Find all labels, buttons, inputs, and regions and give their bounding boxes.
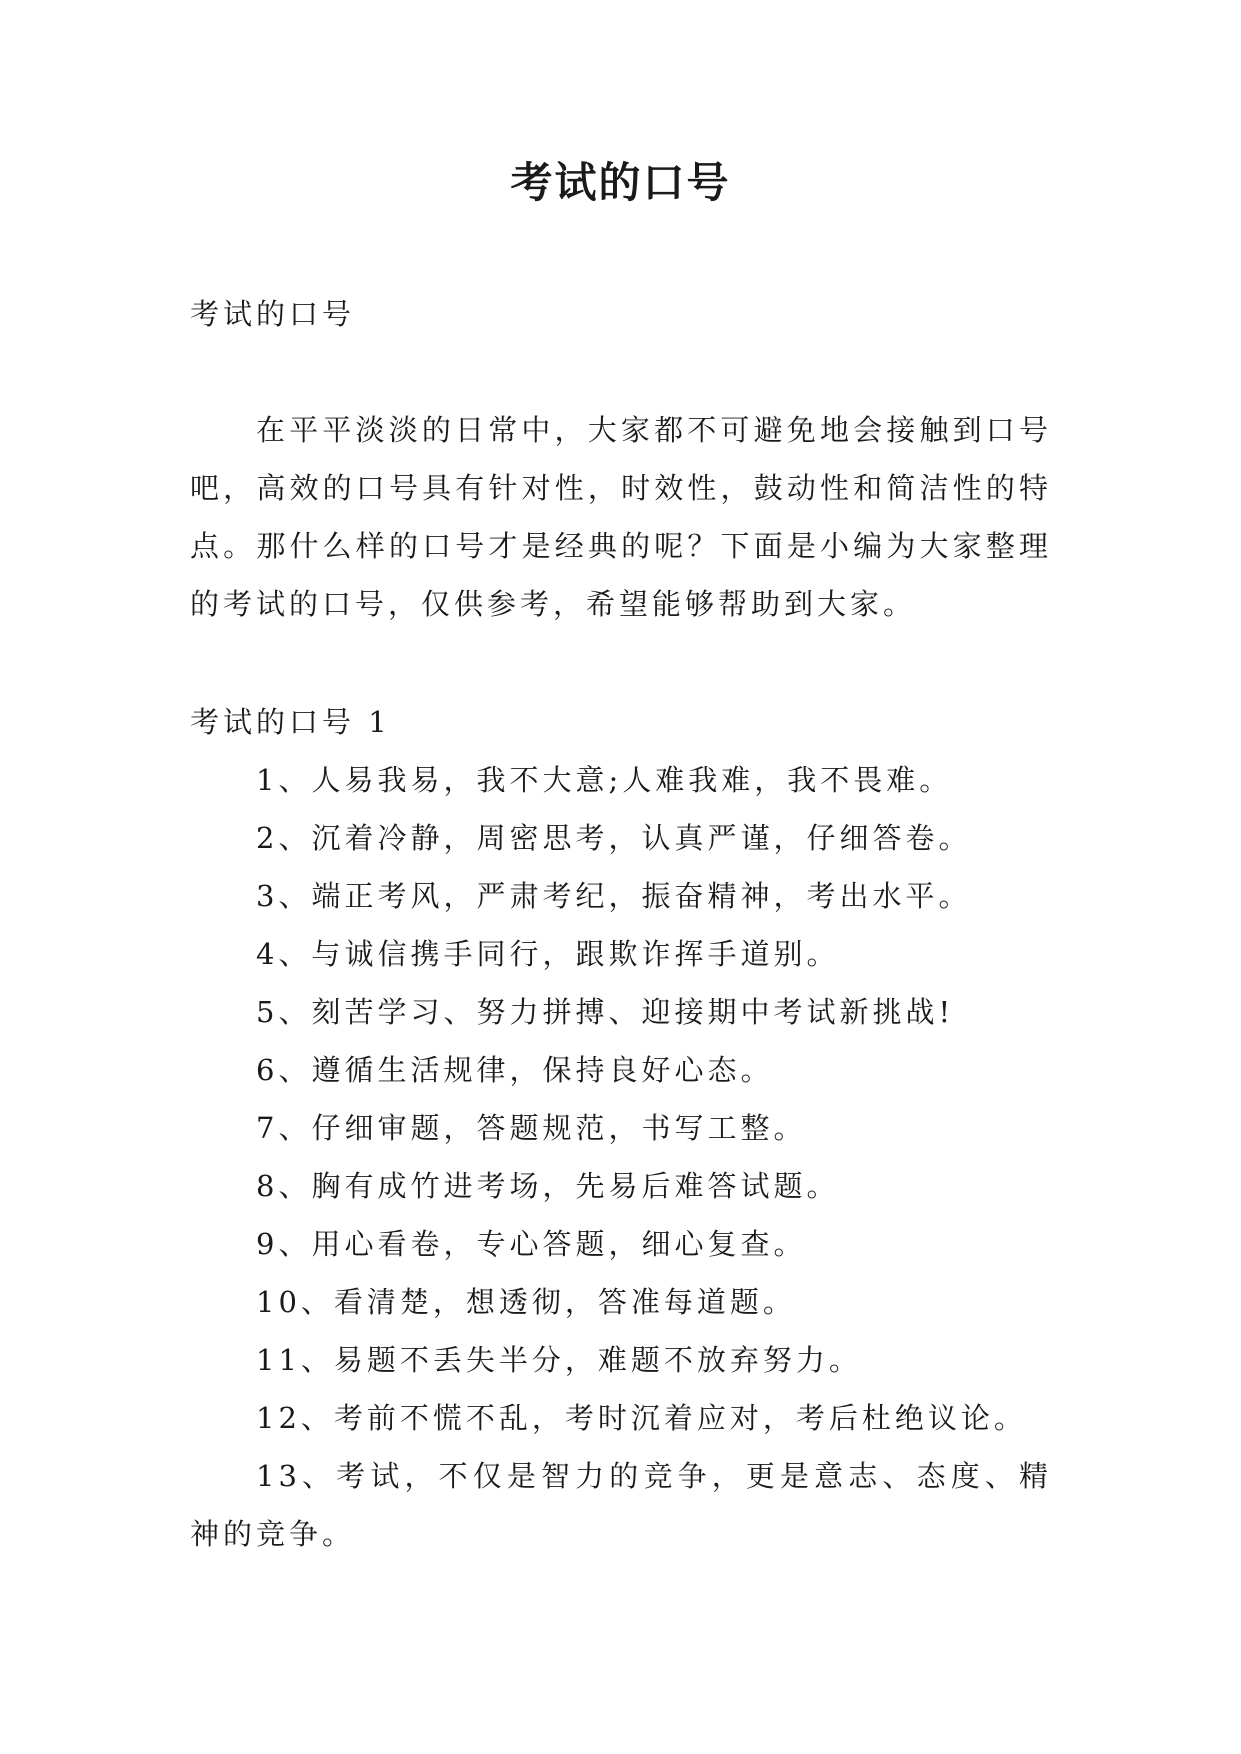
slogan-item: 4、与诚信携手同行，跟欺诈挥手道别。 — [256, 937, 840, 971]
document-title: 考试的口号 — [510, 158, 731, 207]
slogan-item: 12、考前不慌不乱，考时沉着应对，考后杜绝议论。 — [256, 1401, 1027, 1435]
slogan-item: 11、易题不丢失半分，难题不放弃努力。 — [256, 1343, 862, 1377]
slogan-item: 13、考试，不仅是智力的竞争，更是意志、态度、精神的竞争。 — [190, 1459, 1052, 1551]
slogan-item: 2、沉着冷静，周密思考，认真严谨，仔细答卷。 — [256, 821, 972, 855]
slogan-list — [190, 751, 1052, 1563]
slogan-item: 10、看清楚，想透彻，答准每道题。 — [256, 1285, 796, 1319]
slogan-item: 1、人易我易，我不大意;人难我难，我不畏难。 — [256, 763, 953, 797]
section-title: 考试的口号 1 — [190, 705, 391, 739]
slogan-item: 3、端正考风，严肃考纪，振奋精神，考出水平。 — [256, 879, 972, 913]
slogan-item: 9、用心看卷，专心答题，细心复查。 — [256, 1227, 807, 1261]
document-subtitle: 考试的口号 — [190, 297, 356, 331]
slogan-item: 6、遵循生活规律，保持良好心态。 — [256, 1053, 774, 1087]
slogan-item: 7、仔细审题，答题规范，书写工整。 — [256, 1111, 807, 1145]
slogan-item: 8、胸有成竹进考场，先易后难答试题。 — [256, 1169, 840, 1203]
intro-paragraph: 在平平淡淡的日常中，大家都不可避免地会接触到口号吧，高效的口号具有针对性，时效性，鼓动性和简洁性的特点。那什么样的口号才是经典的呢？下面是小编为大家整理的考试的口号，仅供参考，希望能够帮助到大家。 — [190, 413, 1052, 621]
slogan-item: 5、刻苦学习、努力拼搏、迎接期中考试新挑战! — [256, 995, 955, 1029]
